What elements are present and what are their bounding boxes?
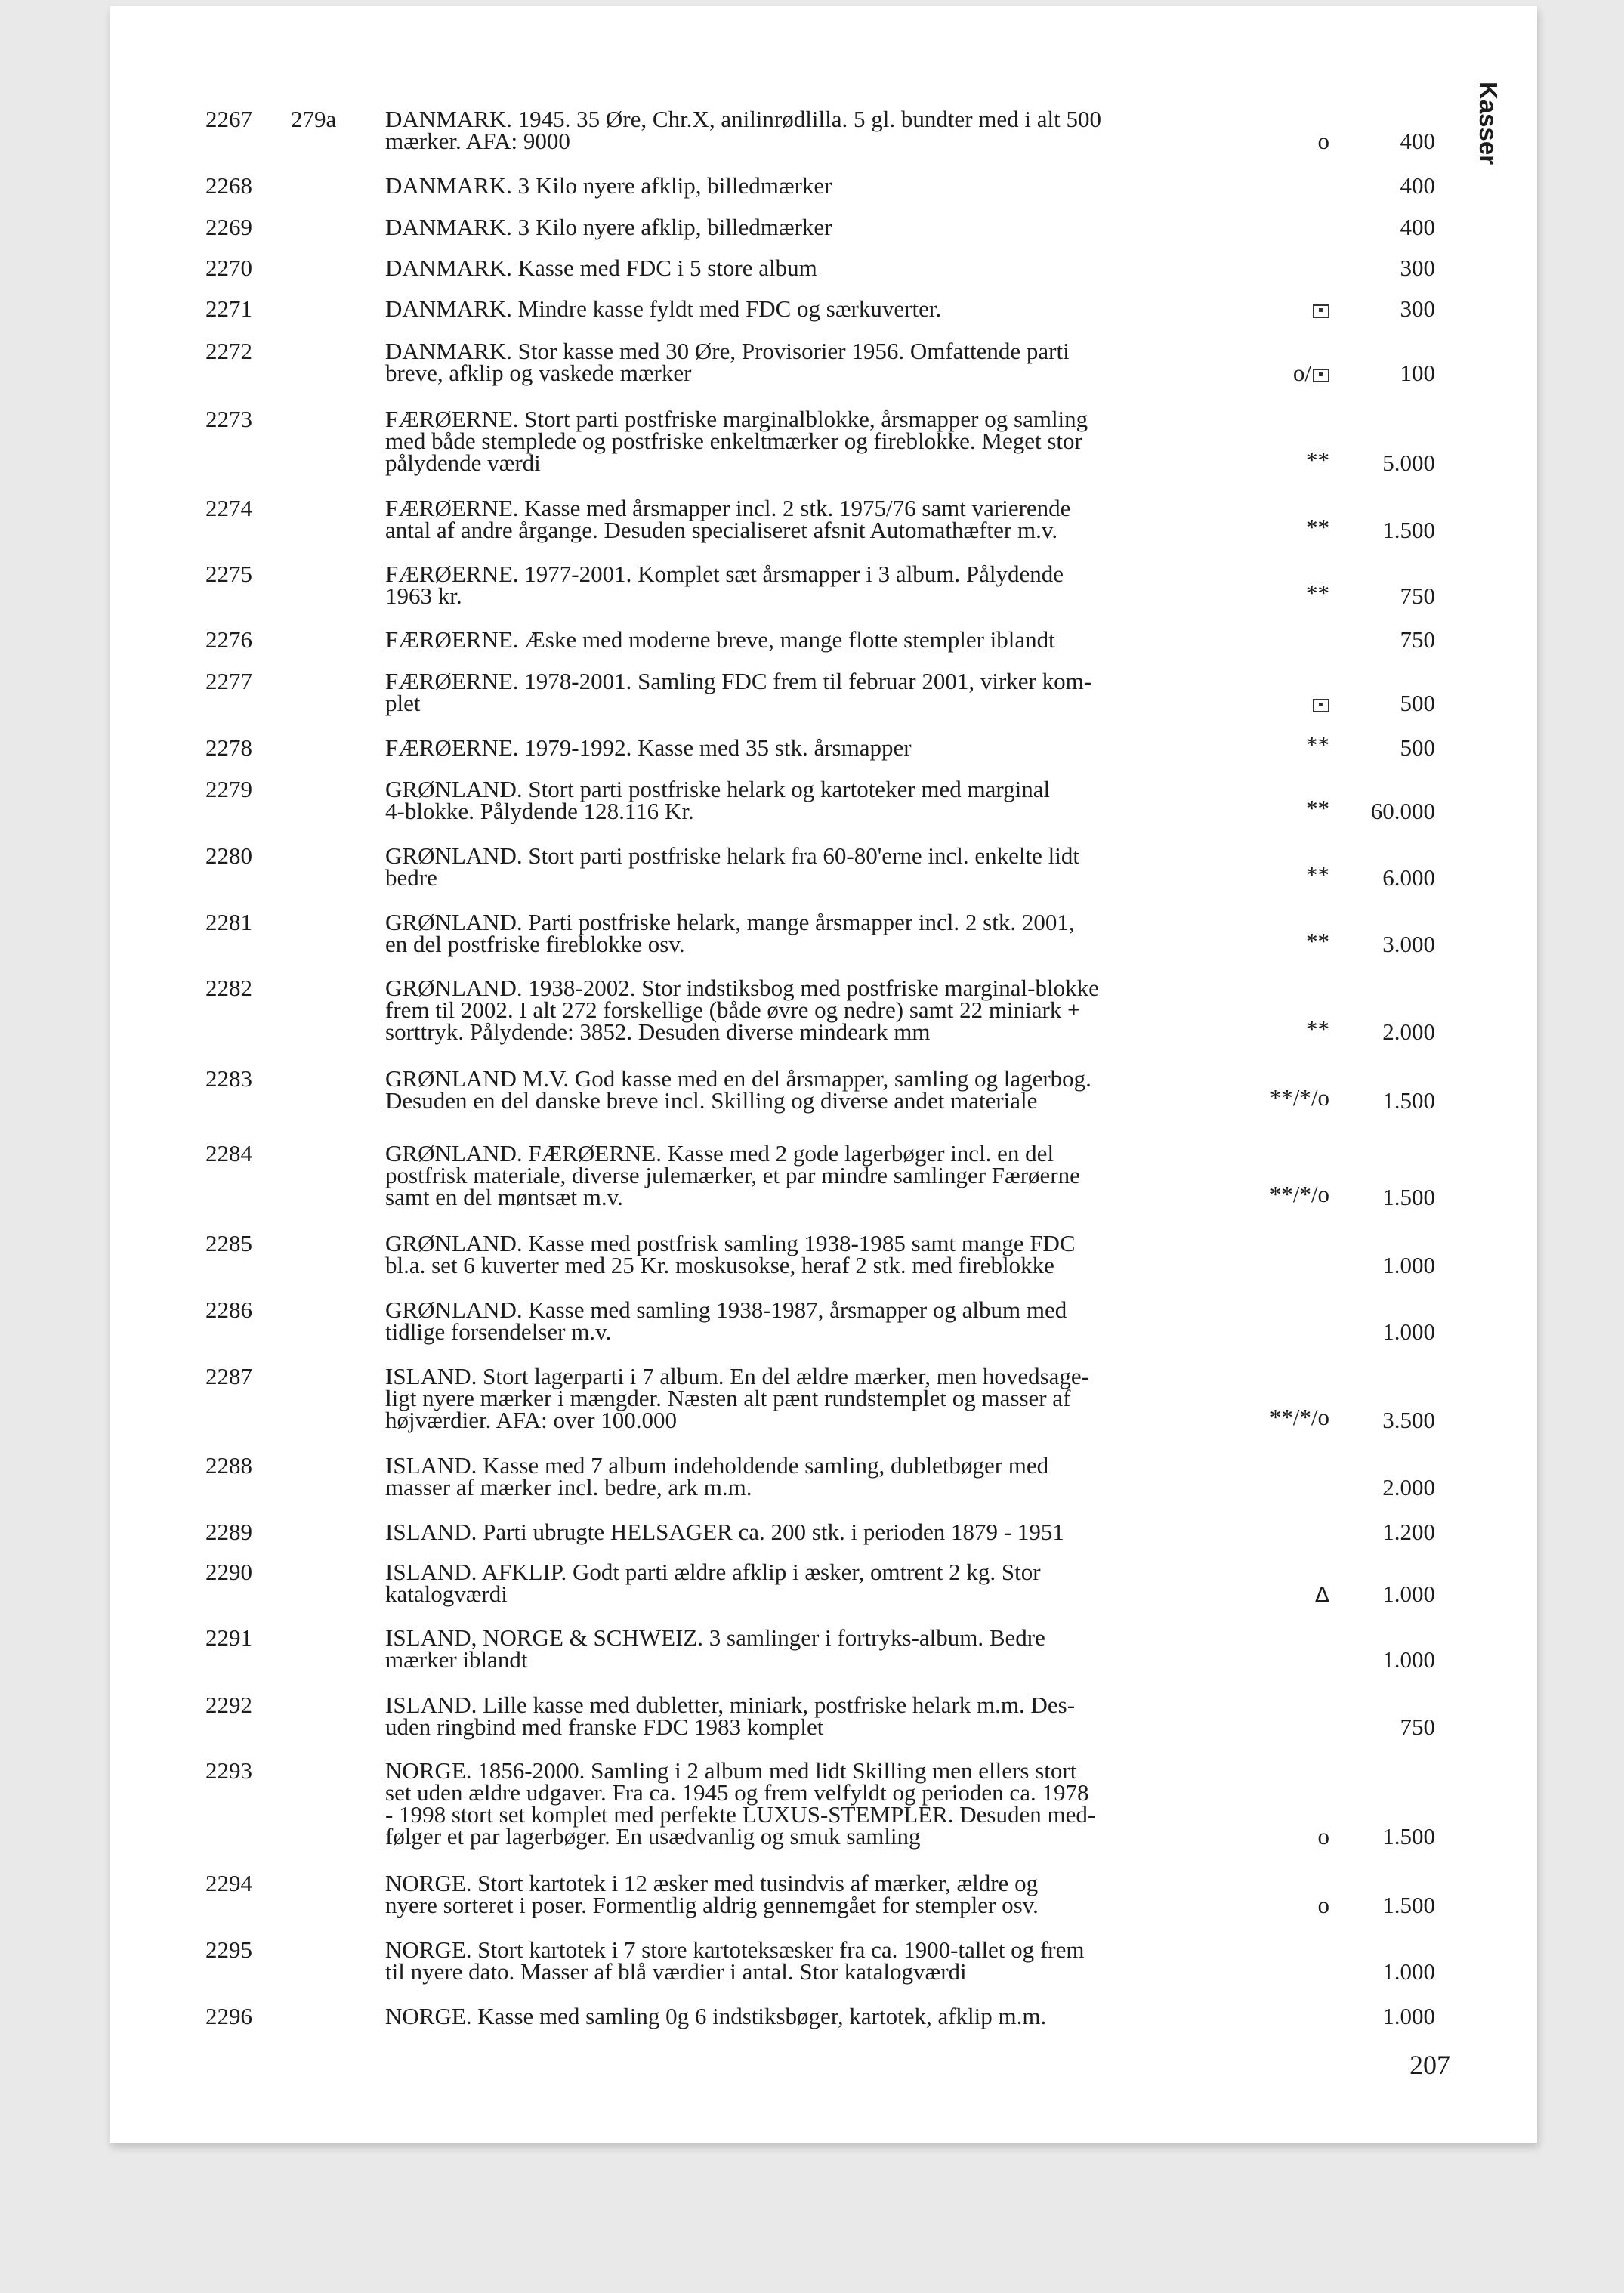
condition-symbol [1317,1823,1330,1850]
description-line: DANMARK. Stor kasse med 30 Øre, Provisorier 1956. Omfattende parti [385,338,1070,364]
lot-description [385,778,1224,822]
lot-price: 500 [1400,734,1435,761]
description-line: GRØNLAND M.V. God kasse med en del årsmapper, samling og lagerbog. [385,1065,1091,1092]
lot-price: 2.000 [1382,1018,1435,1045]
description-line: FÆRØERNE. Kasse med årsmapper incl. 2 stk. 1975/76 samt varierende [385,495,1071,521]
lot-description [385,670,1224,714]
condition-text: **/*/o [1269,1404,1329,1430]
lot-number: 2281 [205,909,252,935]
lot-number: 2279 [205,776,252,802]
envelope-icon [1313,369,1329,382]
description-line: ISLAND. AFKLIP. Godt parti ældre afklip i æsker, omtrent 2 kg. Stor [385,1559,1041,1585]
description-line: GRØNLAND. FÆRØERNE. Kasse med 2 gode lagerbøger incl. en del [385,1140,1054,1167]
condition-symbol [1306,579,1329,606]
description-line: FÆRØERNE. Æske med moderne breve, mange flotte stempler iblandt [385,626,1055,653]
lot-description [385,1296,1224,1345]
lot-description [385,977,1224,1043]
lot-price: 400 [1400,172,1435,199]
lot-number: 2276 [205,626,252,653]
condition-text: ** [1306,928,1329,954]
condition-text: Δ [1314,1582,1329,1607]
description-line: ISLAND. Lille kasse med dubletter, miniark, postfriske helark m.m. Des- [385,1692,1076,1718]
condition-symbol [1306,1015,1329,1042]
condition-text: o [1317,1892,1329,1918]
lot-price: 1.000 [1382,1252,1435,1278]
description-line: GRØNLAND. Kasse med samling 1938-1987, årsmapper og album med [385,1296,1067,1323]
description-line: 1963 kr. [385,583,462,609]
condition-symbol [1311,692,1329,714]
description-line: antal af andre årgange. Desuden specialiseret afsnit Automathæfter m.v. [385,517,1058,543]
description-line: NORGE. 1856-2000. Samling i 2 album med lidt Skilling men ellers stort [385,1757,1077,1784]
condition-text: ** [1306,861,1329,888]
lot-price: 750 [1400,583,1435,609]
description-line: masser af mærker incl. bedre, ark m.m. [385,1474,752,1500]
condition-symbol [1306,797,1329,819]
description-line: samt en del møntsæt m.v. [385,1184,623,1210]
lot-price: 100 [1400,360,1435,386]
description-line: højværdier. AFA: over 100.000 [385,1407,678,1433]
lot-number: 2283 [205,1065,252,1092]
description-line: tidlige forsendelser m.v. [385,1318,612,1345]
description-line: pålydende værdi [385,450,541,476]
lot-price: 750 [1400,626,1435,653]
lot-price: 2.000 [1382,1474,1435,1500]
lot-number: 2284 [205,1140,252,1167]
lot-number: 2273 [205,406,252,432]
lot-price: 1.500 [1382,1892,1435,1918]
condition-text: ** [1306,579,1329,606]
condition-symbol [1306,930,1329,952]
lot-price: 1.500 [1382,517,1435,543]
lot-number: 2280 [205,842,252,869]
condition-text: o/ [1292,360,1311,386]
lot-price: 1.000 [1382,1646,1435,1673]
condition-text: **/*/o [1269,1181,1329,1207]
condition-symbol [1306,516,1329,538]
lot-price: 60.000 [1370,798,1435,824]
lot-description [385,1521,1224,1543]
lot-number: 2289 [205,1519,252,1545]
lot-price: 400 [1400,214,1435,240]
lot-number: 2275 [205,561,252,587]
lot-description [385,734,1224,761]
description-line: ISLAND, NORGE & SCHWEIZ. 3 samlinger i fortryks-album. Bedre [385,1624,1045,1651]
condition-symbol [1318,1894,1330,1916]
lot-description [385,2005,1224,2027]
condition-symbol [1293,362,1329,384]
envelope-icon [1313,699,1329,712]
description-line: GRØNLAND. Stort parti postfriske helark fra 60-80'erne incl. enkelte lidt [385,842,1079,869]
condition-symbol [1311,298,1329,320]
condition-symbol [1269,1084,1329,1111]
lot-description [385,1065,1224,1114]
description-line: GRØNLAND. 1938-2002. Stor indstiksbog med postfriske marginal-blokke [385,975,1099,1001]
description-line: bedre [385,864,437,891]
condition-symbol [1270,1406,1329,1428]
lot-description [385,216,1224,238]
page-number: 207 [1409,2050,1450,2080]
description-line: FÆRØERNE. 1977-2001. Komplet sæt årsmapper i 3 album. Pålydende [385,561,1064,587]
lot-description [385,1624,1224,1673]
lot-description [385,1694,1224,1738]
description-line: mærker. AFA: 9000 [385,128,570,154]
condition-symbol [1318,130,1330,152]
lot-description [385,1454,1224,1498]
description-line: 4-blokke. Pålydende 128.116 Kr. [385,798,694,824]
description-line: GRØNLAND. Kasse med postfrisk samling 1938-1985 samt mange FDC [385,1230,1076,1256]
condition-text: o [1317,1823,1329,1850]
condition-symbol [1306,731,1329,758]
description-line: plet [385,690,421,716]
envelope-icon [1313,304,1329,318]
lot-price: 1.200 [1382,1519,1435,1545]
lot-price: 500 [1400,690,1435,716]
catalog-reference: 279a [291,106,337,132]
lot-price: 300 [1400,295,1435,322]
description-line: Desuden en del danske breve incl. Skilling og diverse andet materiale [385,1087,1038,1114]
lot-number: 2296 [205,2003,252,2029]
lot-description [385,340,1224,384]
description-line: sorttryk. Pålydende: 3852. Desuden diverse mindeark mm [385,1018,931,1045]
condition-text: ** [1306,731,1329,758]
lot-description [385,108,1224,152]
description-line: DANMARK. 1945. 35 Øre, Chr.X, anilinrødlilla. 5 gl. bundter med i alt 500 [385,106,1101,132]
condition-symbol [1270,1183,1329,1205]
condition-symbol [1315,1583,1329,1605]
lot-number: 2278 [205,734,252,761]
description-line: uden ringbind med franske FDC 1983 komplet [385,1714,824,1740]
lot-description [385,1561,1224,1605]
lot-description [385,563,1224,607]
description-line: følger et par lagerbøger. En usædvanlig og smuk samling [385,1823,921,1850]
description-line: ISLAND. Parti ubrugte HELSAGER ca. 200 stk. i perioden 1879 - 1951 [385,1519,1064,1545]
lot-description [385,1142,1224,1208]
description-line: NORGE. Kasse med samling 0g 6 indstiksbøger, kartotek, afklip m.m. [385,2003,1047,2029]
lot-description [385,842,1224,891]
lot-price: 1.500 [1382,1184,1435,1210]
lot-price: 400 [1400,128,1435,154]
lot-number: 2285 [205,1230,252,1256]
lot-number: 2269 [205,214,252,240]
lot-description [385,626,1224,653]
lot-price: 1.000 [1382,1318,1435,1345]
description-line: katalogværdi [385,1581,508,1607]
description-line: GRØNLAND. Parti postfriske helark, mange årsmapper incl. 2 stk. 2001, [385,909,1075,935]
condition-symbol [1306,861,1329,888]
lot-price: 1.000 [1382,1581,1435,1607]
lot-number: 2282 [205,975,252,1001]
lot-description [385,257,1224,279]
lot-number: 2294 [205,1870,252,1896]
lot-price: 1.500 [1382,1823,1435,1850]
condition-text: ** [1306,795,1329,821]
description-line: DANMARK. Mindre kasse fyldt med FDC og særkuverter. [385,295,942,322]
lot-description [385,172,1224,199]
lot-description [385,1757,1224,1850]
description-line: med både stemplede og postfriske enkeltmærker og fireblokke. Meget stor [385,428,1082,454]
description-line: til nyere dato. Masser af blå værdier i antal. Stor katalogværdi [385,1958,967,1985]
lot-price: 1.000 [1382,2003,1435,2029]
description-line: en del postfriske fireblokke osv. [385,931,685,957]
lot-number: 2288 [205,1452,252,1479]
lot-number: 2272 [205,338,252,364]
lot-description [385,295,1224,322]
lot-price: 1.500 [1382,1087,1435,1114]
description-line: NORGE. Stort kartotek i 7 store kartoteksæsker fra ca. 1900-tallet og frem [385,1936,1085,1963]
description-line: NORGE. Stort kartotek i 12 æsker med tusindvis af mærker, ældre og [385,1870,1039,1896]
condition-text: o [1317,128,1329,154]
lot-number: 2286 [205,1296,252,1323]
lot-number: 2291 [205,1624,252,1651]
description-line: breve, afklip og vaskede mærker [385,360,692,386]
description-line: FÆRØERNE. 1978-2001. Samling FDC frem til februar 2001, virker kom- [385,668,1092,694]
description-line: ISLAND. Kasse med 7 album indeholdende samling, dubletbøger med [385,1452,1049,1479]
lot-price: 300 [1400,255,1435,281]
lot-price: 5.000 [1382,450,1435,476]
lot-description [385,1232,1224,1276]
description-line: nyere sorteret i poser. Formentlig aldrig gennemgået for stempler osv. [385,1892,1039,1918]
lot-number: 2287 [205,1363,252,1389]
lot-number: 2295 [205,1936,252,1963]
lot-price: 1.000 [1382,1958,1435,1985]
description-line: DANMARK. 3 Kilo nyere afklip, billedmærker [385,214,832,240]
description-line: ligt nyere mærker i mængder. Næsten alt pænt rundstemplet og masser af [385,1385,1071,1411]
condition-text: ** [1306,447,1329,473]
lot-description [385,1365,1224,1431]
lot-price: 3.000 [1382,931,1435,957]
lot-number: 2293 [205,1757,252,1784]
condition-symbol [1306,449,1329,471]
lot-description [385,1872,1224,1916]
description-line: frem til 2002. I alt 272 forskellige (både øvre og nedre) samt 22 miniark + [385,997,1081,1023]
description-line: ISLAND. Stort lagerparti i 7 album. En del ældre mærker, men hovedsage- [385,1363,1089,1389]
lot-number: 2292 [205,1692,252,1718]
lot-number: 2270 [205,255,252,281]
section-label: Kasser [1474,82,1502,165]
description-line: bl.a. set 6 kuverter med 25 Kr. moskusokse, heraf 2 stk. med fireblokke [385,1252,1054,1278]
description-line: postfrisk materiale, diverse julemærker, et par mindre samlinger Færøerne [385,1162,1080,1188]
description-line: set uden ældre udgaver. Fra ca. 1945 og frem velfyldt og perioden ca. 1978 [385,1779,1089,1806]
description-line: FÆRØERNE. 1979-1992. Kasse med 35 stk. årsmapper [385,734,912,761]
description-line: GRØNLAND. Stort parti postfriske helark og kartoteker med marginal [385,776,1051,802]
lot-description [385,497,1224,541]
description-line: FÆRØERNE. Stort parti postfriske marginalblokke, årsmapper og samling [385,406,1088,432]
lot-number: 2274 [205,495,252,521]
lot-price: 6.000 [1382,864,1435,891]
description-line: mærker iblandt [385,1646,528,1673]
lot-number: 2277 [205,668,252,694]
description-line: - 1998 stort set komplet med perfekte LUXUS-STEMPLER. Desuden med- [385,1801,1096,1828]
lot-description [385,911,1224,955]
lot-number: 2271 [205,295,252,322]
condition-text: ** [1306,1015,1329,1042]
description-line: DANMARK. 3 Kilo nyere afklip, billedmærker [385,172,832,199]
lot-price: 3.500 [1382,1407,1435,1433]
lot-price: 750 [1400,1714,1435,1740]
lot-number: 2267 [205,106,252,132]
description-line: DANMARK. Kasse med FDC i 5 store album [385,255,817,281]
lot-description [385,408,1224,474]
condition-text: ** [1306,514,1329,540]
lot-number: 2290 [205,1559,252,1585]
lot-number: 2268 [205,172,252,199]
condition-text: **/*/o [1269,1084,1329,1111]
lot-description [385,1936,1224,1985]
